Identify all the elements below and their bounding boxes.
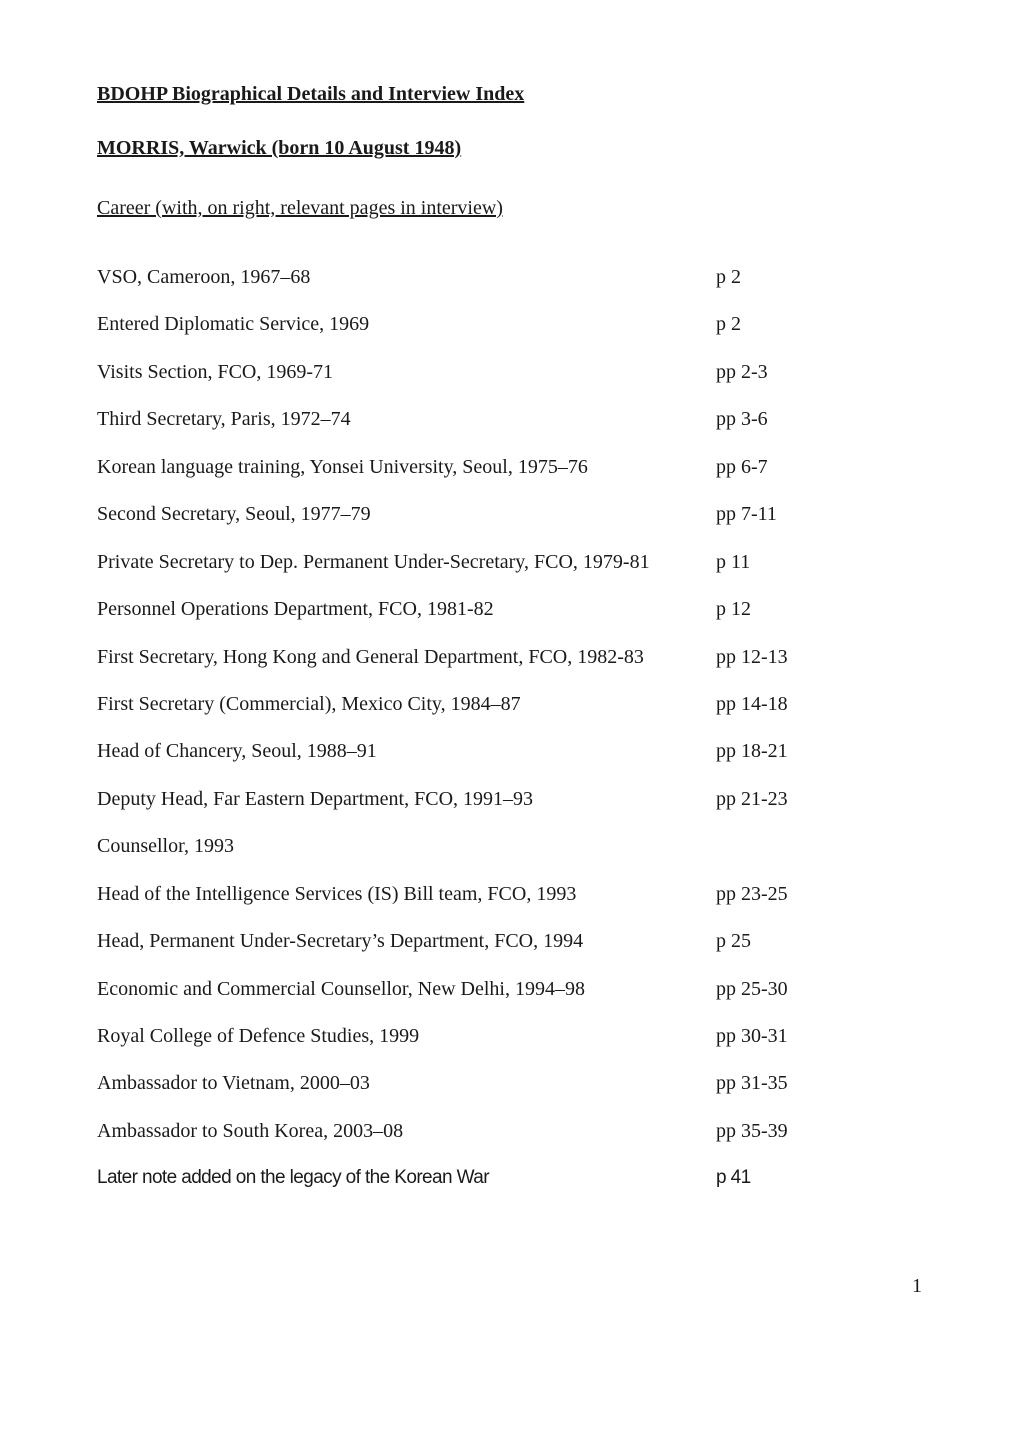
career-role: Counsellor, 1993 — [97, 835, 234, 858]
career-role: Private Secretary to Dep. Permanent Under-Secretary, FCO, 1979-81 — [97, 550, 650, 573]
career-role: Ambassador to South Korea, 2003–08 — [97, 1119, 404, 1142]
career-pages: pp 25-30 — [716, 977, 788, 1000]
career-row — [97, 359, 857, 406]
career-row — [97, 691, 857, 738]
career-role: VSO, Cameroon, 1967–68 — [97, 266, 311, 288]
career-pages: pp 3-6 — [716, 408, 768, 431]
career-row — [97, 454, 857, 501]
career-row — [97, 644, 857, 691]
career-row — [97, 833, 857, 880]
career-row — [97, 738, 857, 785]
career-role: Deputy Head, Far Eastern Department, FCO, 1991–93 — [97, 787, 534, 810]
career-role: Head, Permanent Under-Secretary’s Department, FCO, 1994 — [97, 930, 584, 953]
career-pages: pp 7-11 — [716, 503, 777, 526]
career-row — [97, 928, 857, 975]
career-row — [97, 881, 857, 928]
career-role: Third Secretary, Paris, 1972–74 — [97, 408, 351, 431]
career-pages: pp 14-18 — [716, 692, 788, 715]
career-role: Economic and Commercial Counsellor, New Delhi, 1994–98 — [97, 977, 585, 1000]
subject-name: MORRIS, Warwick (born 10 August 1948) — [97, 137, 462, 159]
career-role: Head of the Intelligence Services (IS) Bill team, FCO, 1993 — [97, 882, 577, 905]
career-pages: p 25 — [716, 930, 751, 953]
career-row — [97, 1070, 857, 1117]
career-role: First Secretary, Hong Kong and General Department, FCO, 1982-83 — [97, 645, 644, 668]
career-role: Royal College of Defence Studies, 1999 — [97, 1025, 420, 1047]
career-pages: pp 2-3 — [716, 360, 768, 383]
career-row — [97, 264, 857, 311]
career-row — [97, 1023, 857, 1070]
career-pages: pp 31-35 — [716, 1072, 788, 1095]
career-list — [97, 264, 857, 1213]
document-title: BDOHP Biographical Details and Interview Index — [97, 83, 525, 105]
career-role: Second Secretary, Seoul, 1977–79 — [97, 503, 371, 526]
career-pages: p 41 — [716, 1167, 751, 1189]
career-row — [97, 1118, 857, 1165]
career-pages: pp 12-13 — [716, 645, 788, 668]
career-row — [97, 786, 857, 833]
career-pages: pp 21-23 — [716, 787, 788, 810]
career-role: Entered Diplomatic Service, 1969 — [97, 313, 370, 336]
career-row — [97, 549, 857, 596]
career-row — [97, 976, 857, 1023]
career-pages: pp 18-21 — [716, 740, 788, 763]
career-heading: Career (with, on right, relevant pages in interview) — [97, 197, 503, 219]
career-pages: pp 35-39 — [716, 1119, 788, 1142]
career-pages: pp 6-7 — [716, 455, 768, 478]
career-pages: p 2 — [716, 313, 741, 336]
career-row — [97, 311, 857, 358]
career-row — [97, 501, 857, 548]
career-pages: p 11 — [716, 550, 751, 573]
page-number: 1 — [912, 1275, 922, 1297]
career-role: Head of Chancery, Seoul, 1988–91 — [97, 740, 377, 763]
career-row — [97, 1165, 857, 1212]
career-pages: pp 23-25 — [716, 882, 788, 905]
career-pages: p 2 — [716, 266, 741, 288]
career-pages: p 12 — [716, 598, 751, 621]
career-role: Korean language training, Yonsei University, Seoul, 1975–76 — [97, 455, 588, 478]
career-role: Personnel Operations Department, FCO, 1981-82 — [97, 598, 494, 621]
career-role: First Secretary (Commercial), Mexico City, 1984–87 — [97, 692, 521, 715]
career-role: Visits Section, FCO, 1969-71 — [97, 360, 334, 383]
career-role: Ambassador to Vietnam, 2000–03 — [97, 1072, 370, 1095]
career-pages: pp 30-31 — [716, 1025, 788, 1047]
career-row — [97, 596, 857, 643]
career-role: Later note added on the legacy of the Korean War — [97, 1167, 489, 1189]
career-row — [97, 406, 857, 453]
